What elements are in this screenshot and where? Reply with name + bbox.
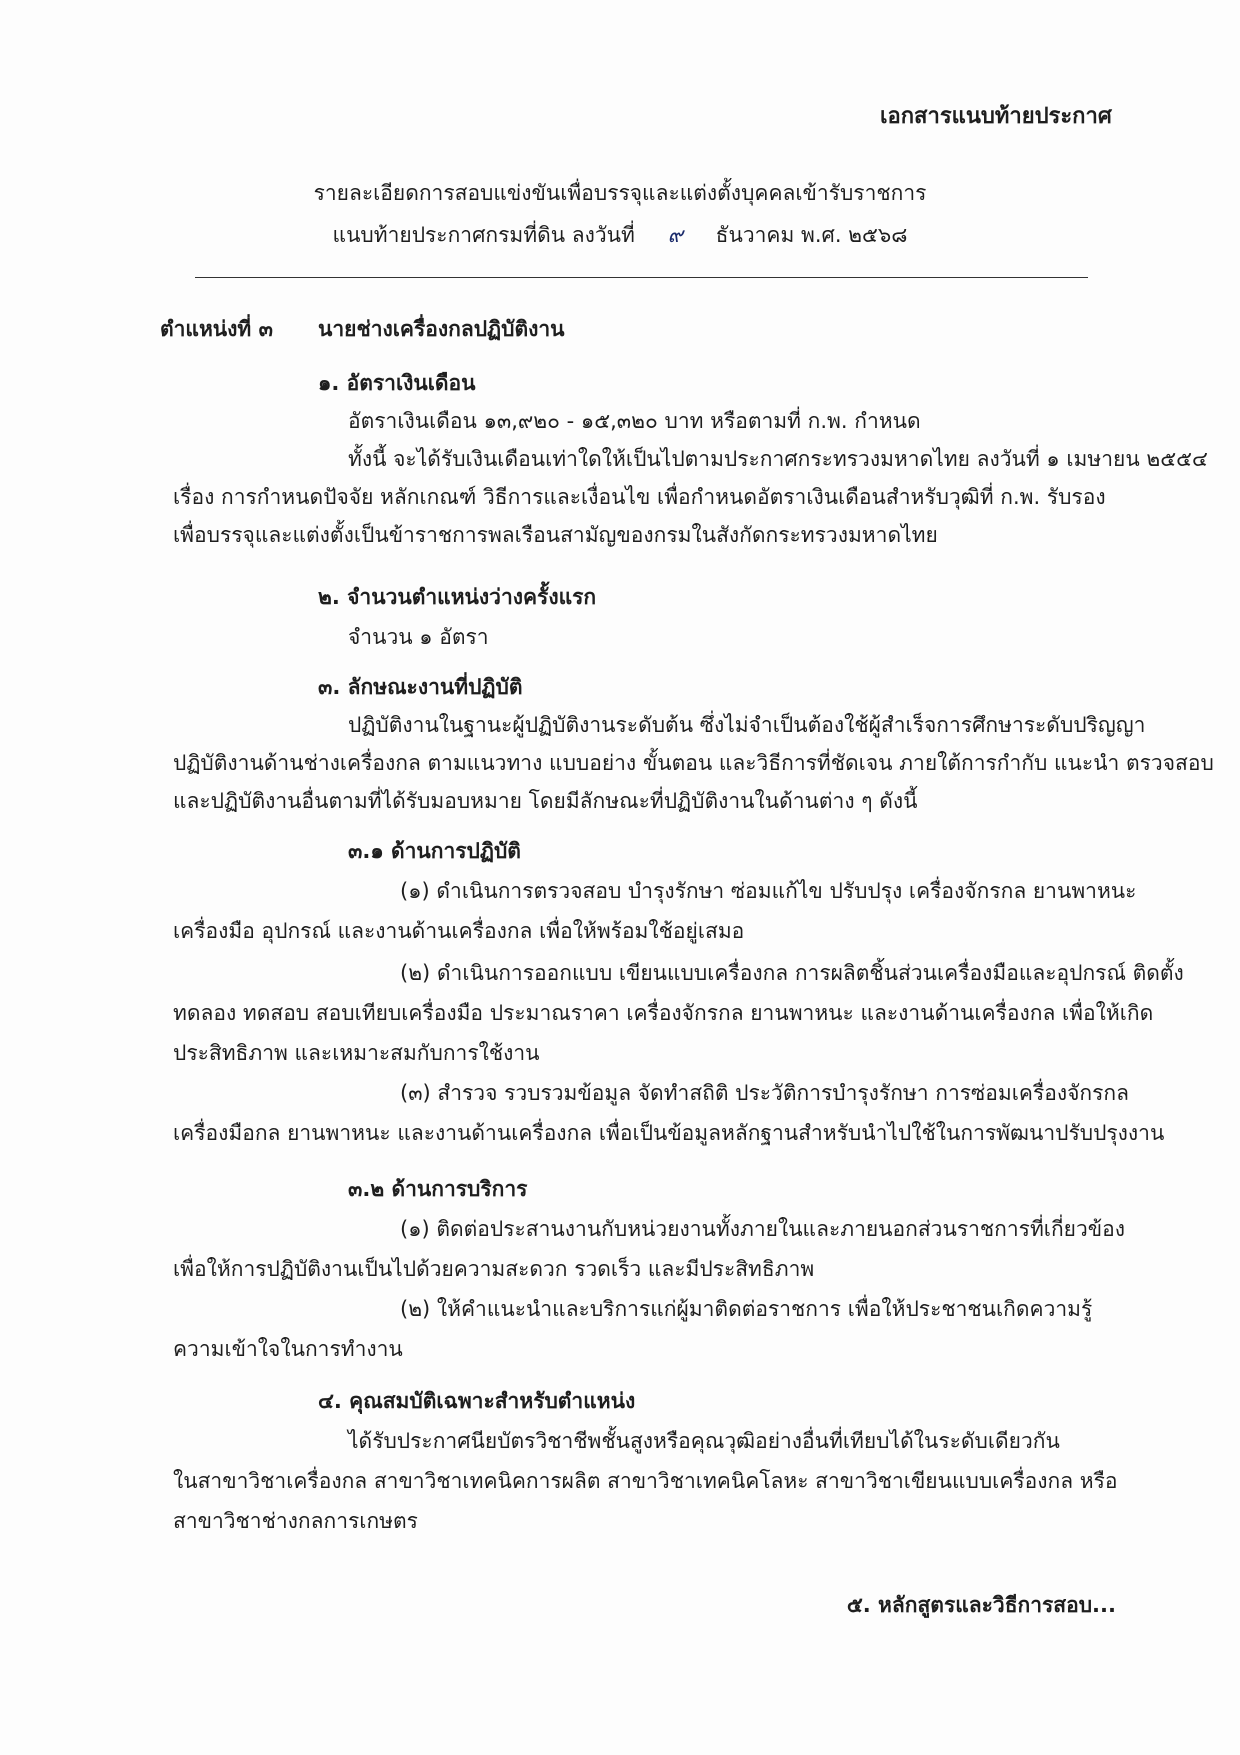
- section-3-heading: ๓. ลักษณะงานที่ปฏิบัติ: [318, 675, 523, 699]
- title-date-suffix: ธันวาคม พ.ศ. ๒๕๖๘: [715, 223, 908, 247]
- section-4-line: สาขาวิชาช่างกลการเกษตร: [173, 1509, 418, 1533]
- section-3-2-item: เพื่อให้การปฏิบัติงานเป็นไปด้วยความสะดวก รวดเร็ว และมีประสิทธิภาพ: [173, 1257, 815, 1281]
- section-3-1-item: (๒) ดำเนินการออกแบบ เขียนแบบเครื่องกล การผลิตชิ้นส่วนเครื่องมือและอุปกรณ์ ติดตั้ง: [400, 961, 1184, 985]
- section-3-1-item: ทดลอง ทดสอบ สอบเทียบเครื่องมือ ประมาณราคา เครื่องจักรกล ยานพาหนะ และงานด้านเครื่องกล เพื่อให้เกิด: [173, 1001, 1154, 1025]
- section-3-1-item: (๓) สำรวจ รวบรวมข้อมูล จัดทำสถิติ ประวัติการบำรุงรักษา การซ่อมเครื่องจักรกล: [400, 1081, 1129, 1105]
- section-2-heading: ๒. จำนวนตำแหน่งว่างครั้งแรก: [318, 585, 597, 609]
- section-2-line: จำนวน ๑ อัตรา: [348, 625, 489, 649]
- next-page-continuation: ๕. หลักสูตรและวิธีการสอบ...: [846, 1593, 1116, 1617]
- title-date-prefix: แนบท้ายประกาศกรมที่ดิน ลงวันที่: [332, 223, 635, 247]
- section-3-1-item: ประสิทธิภาพ และเหมาะสมกับการใช้งาน: [173, 1041, 540, 1065]
- title-date-day: ๙: [667, 223, 683, 247]
- section-1-line: เรื่อง การกำหนดปัจจัย หลักเกณฑ์ วิธีการและเงื่อนไข เพื่อกำหนดอัตราเงินเดือนสำหรับวุฒิที่ ก.พ. รับรอง: [173, 485, 1106, 509]
- section-3-1-heading: ๓.๑ ด้านการปฏิบัติ: [348, 839, 521, 863]
- section-3-2-item: (๑) ติดต่อประสานงานกับหน่วยงานทั้งภายในและภายนอกส่วนราชการที่เกี่ยวข้อง: [400, 1217, 1125, 1241]
- section-3-line: ปฏิบัติงานด้านช่างเครื่องกล ตามแนวทาง แบบอย่าง ขั้นตอน และวิธีการที่ชัดเจน ภายใต้การกำกับ แนะนำ ตรวจสอบ: [173, 751, 1214, 775]
- section-1-heading: ๑. อัตราเงินเดือน: [318, 371, 476, 395]
- section-1-line: ทั้งนี้ จะได้รับเงินเดือนเท่าใดให้เป็นไปตามประกาศกระทรวงมหาดไทย ลงวันที่ ๑ เมษายน ๒๕๕๔: [348, 447, 1208, 471]
- section-4-heading: ๔. คุณสมบัติเฉพาะสำหรับตำแหน่ง: [318, 1389, 636, 1413]
- section-3-2-item: (๒) ให้คำแนะนำและบริการแก่ผู้มาติดต่อราชการ เพื่อให้ประชาชนเกิดความรู้: [400, 1297, 1093, 1321]
- position-label: ตำแหน่งที่ ๓: [160, 317, 273, 341]
- position-name: นายช่างเครื่องกลปฏิบัติงาน: [318, 317, 565, 341]
- header-divider: [195, 277, 1088, 278]
- document-title-line2: [0, 218, 1240, 252]
- section-3-1-item: เครื่องมือ อุปกรณ์ และงานด้านเครื่องกล เพื่อให้พร้อมใช้อยู่เสมอ: [173, 919, 745, 943]
- document-title-line1: รายละเอียดการสอบแข่งขันเพื่อบรรจุและแต่งตั้งบุคคลเข้ารับราชการ: [313, 181, 927, 205]
- section-1-line: เพื่อบรรจุและแต่งตั้งเป็นข้าราชการพลเรือนสามัญของกรมในสังกัดกระทรวงมหาดไทย: [173, 523, 938, 547]
- section-4-line: ได้รับประกาศนียบัตรวิชาชีพชั้นสูงหรือคุณวุฒิอย่างอื่นที่เทียบได้ในระดับเดียวกัน: [348, 1429, 1060, 1453]
- section-3-2-item: ความเข้าใจในการทำงาน: [173, 1337, 403, 1361]
- section-3-1-item: เครื่องมือกล ยานพาหนะ และงานด้านเครื่องกล เพื่อเป็นข้อมูลหลักฐานสำหรับนำไปใช้ในการพัฒนาปรับปรุงงาน: [173, 1121, 1165, 1145]
- section-1-line: อัตราเงินเดือน ๑๓,๙๒๐ - ๑๕,๓๒๐ บาท หรือตามที่ ก.พ. กำหนด: [348, 409, 921, 433]
- attachment-label: เอกสารแนบท้ายประกาศ: [880, 104, 1112, 129]
- section-4-line: ในสาขาวิชาเครื่องกล สาขาวิชาเทคนิคการผลิต สาขาวิชาเทคนิคโลหะ สาขาวิชาเขียนแบบเครื่องกล หรือ: [173, 1469, 1118, 1493]
- section-3-line: และปฏิบัติงานอื่นตามที่ได้รับมอบหมาย โดยมีลักษณะที่ปฏิบัติงานในด้านต่าง ๆ ดังนี้: [173, 789, 918, 813]
- section-3-2-heading: ๓.๒ ด้านการบริการ: [348, 1177, 528, 1201]
- section-3-1-item: (๑) ดำเนินการตรวจสอบ บำรุงรักษา ซ่อมแก้ไข ปรับปรุง เครื่องจักรกล ยานพาหนะ: [400, 879, 1137, 903]
- section-3-line: ปฏิบัติงานในฐานะผู้ปฏิบัติงานระดับต้น ซึ่งไม่จำเป็นต้องใช้ผู้สำเร็จการศึกษาระดับปริญญา: [348, 713, 1146, 737]
